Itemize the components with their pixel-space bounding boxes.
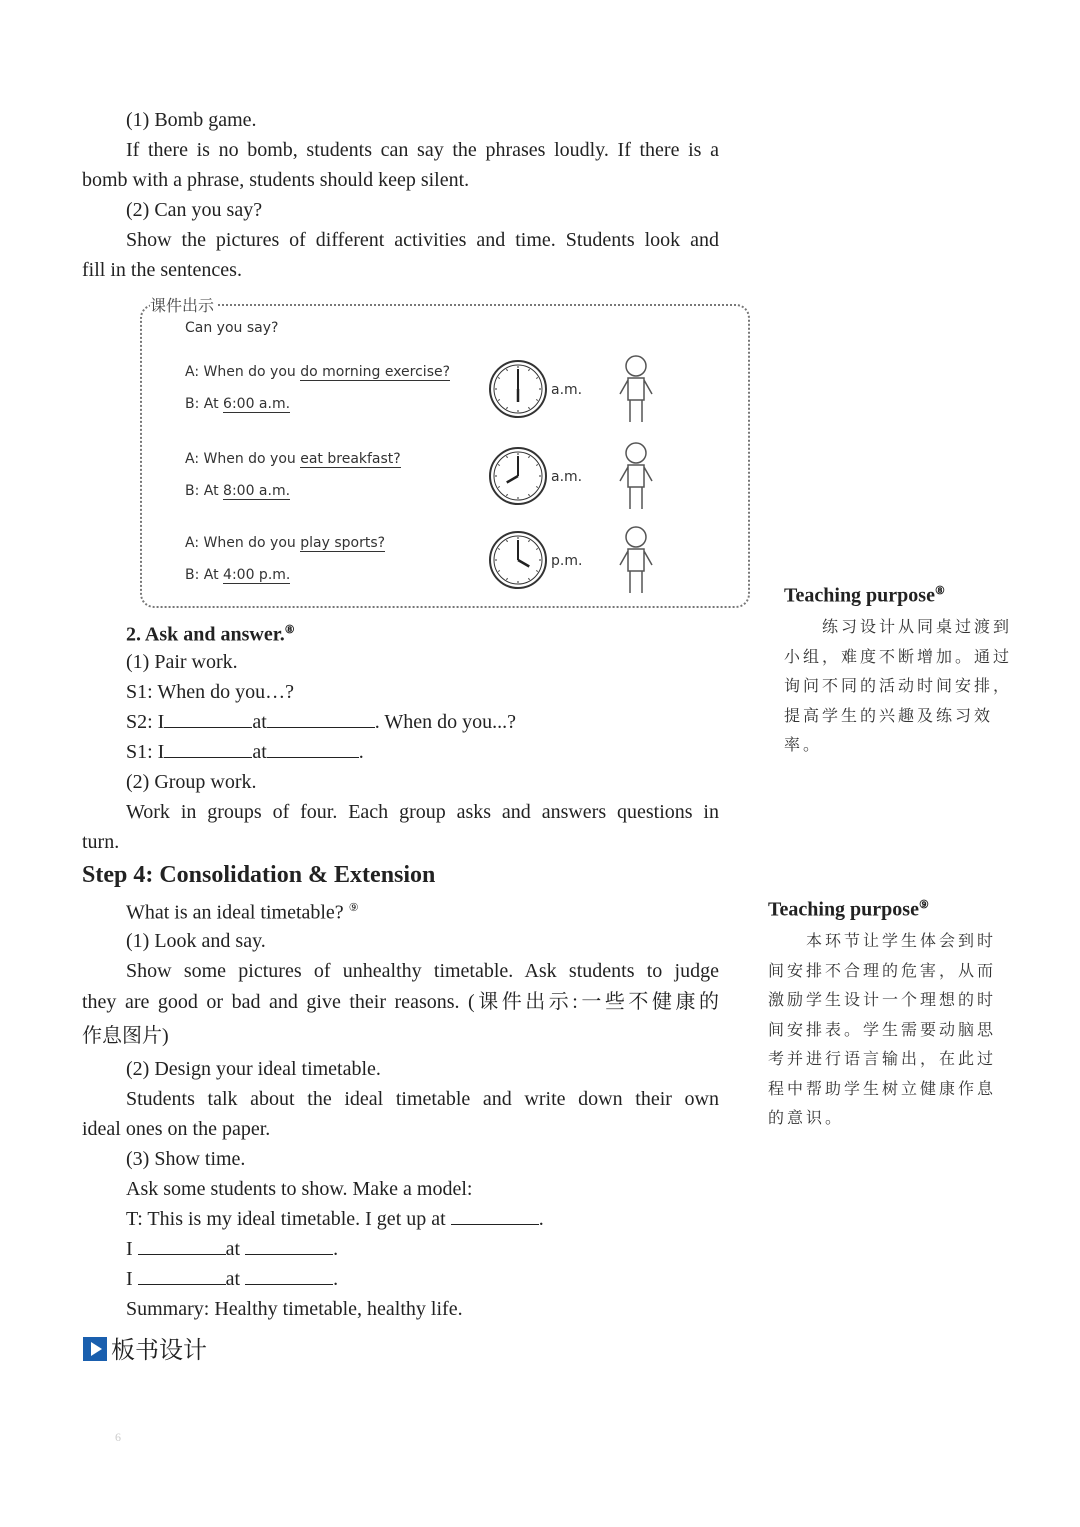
purpose-line: 率。 — [784, 735, 823, 754]
courseware-label: 课件出示 — [150, 293, 218, 316]
paragraph-line: Show the pictures of different activities and time. Students look and — [126, 229, 719, 251]
dialogue-line: S1: I at . — [126, 741, 364, 763]
step4-heading: Step 4: Consolidation & Extension — [82, 862, 436, 888]
purpose-line: 激励学生设计一个理想的时 — [768, 990, 997, 1009]
heading-text: 2. Ask and answer. — [126, 623, 285, 646]
paragraph-line: Students talk about the ideal timetable and write down their own — [126, 1088, 719, 1110]
paragraph-line: they are good or bad and give their reasons. (课件出示:一些不健康的 — [82, 991, 719, 1013]
courseware-title: Can you say? — [185, 320, 279, 336]
can-you-say-heading: (2) Can you say? — [126, 199, 263, 221]
purpose-line: 间安排不合理的危害，从而 — [768, 960, 997, 980]
dialogue-line: S2: I at . When do you...? — [126, 711, 517, 733]
answer-line: B: At 8:00 a.m. — [185, 483, 291, 499]
teaching-purpose-title: Teaching purpose⑨ — [768, 898, 929, 921]
question-line: A: When do you eat breakfast? — [185, 451, 401, 467]
purpose-line: 询问不同的活动时间安排， — [784, 676, 1013, 695]
ask-answer-heading — [126, 618, 295, 647]
period-label: a.m. — [551, 469, 583, 485]
clock-icon — [488, 530, 548, 590]
teaching-purpose-text — [768, 926, 1004, 1133]
paragraph-line: 作息图片) — [82, 1025, 169, 1047]
show-heading: (3) Show time. — [126, 1148, 246, 1170]
model-line: I at . — [126, 1268, 339, 1290]
paragraph-line: ideal ones on the paper. — [82, 1118, 271, 1140]
ideal-question: What is an ideal timetable? ⑨ — [126, 901, 359, 924]
page-number: 6 — [115, 1430, 121, 1444]
question-line: A: When do you play sports? — [185, 535, 386, 551]
dialogue-line: S1: When do you…? — [126, 681, 294, 703]
paragraph-line: turn. — [82, 831, 120, 853]
clock-icon — [488, 446, 548, 506]
paragraph-line: Ask some students to show. Make a model: — [126, 1178, 473, 1200]
answer-line: B: At 4:00 p.m. — [185, 567, 291, 583]
purpose-line: 小组，难度不断增加。通过 — [784, 646, 1013, 666]
look-say: (1) Look and say. — [126, 930, 266, 952]
boy-exercising-illustration — [606, 350, 696, 430]
pair-work: (1) Pair work. — [126, 651, 238, 673]
note-mark: ⑧ — [284, 624, 295, 636]
note-mark: ⑨ — [348, 902, 359, 914]
purpose-line: 间安排表。学生需要动脑思 — [768, 1019, 997, 1039]
purpose-line: 本环节让学生体会到时 — [806, 931, 997, 950]
paragraph-line: fill in the sentences. — [82, 259, 242, 281]
purpose-line: 提高学生的兴趣及练习效 — [784, 705, 994, 725]
teaching-purpose-title: Teaching purpose⑧ — [784, 584, 945, 607]
paragraph-line: Show some pictures of unhealthy timetable. Ask students to judge — [126, 960, 719, 982]
purpose-line: 程中帮助学生树立健康作息 — [768, 1078, 997, 1098]
purpose-line: 考并进行语言输出，在此过 — [768, 1049, 997, 1068]
paragraph-line: Work in groups of four. Each group asks and answers questions in — [126, 801, 719, 823]
model-line: I at . — [126, 1238, 339, 1260]
paragraph-line: If there is no bomb, students can say the phrases loudly. If there is a — [126, 139, 719, 161]
boy-eating-breakfast-illustration — [606, 437, 696, 517]
question-line: A: When do you do morning exercise? — [185, 364, 451, 380]
clock-icon — [488, 359, 548, 419]
design-heading: (2) Design your ideal timetable. — [126, 1058, 381, 1080]
bomb-game-heading: (1) Bomb game. — [126, 109, 257, 131]
group-work: (2) Group work. — [126, 771, 257, 793]
model-line: T: This is my ideal timetable. I get up at . — [126, 1208, 544, 1230]
answer-line: B: At 6:00 a.m. — [185, 396, 291, 412]
boy-playing-sports-illustration — [606, 521, 696, 601]
play-triangle-icon — [83, 1337, 107, 1361]
paragraph-line: bomb with a phrase, students should keep silent. — [82, 169, 470, 191]
summary: Summary: Healthy timetable, healthy life. — [126, 1298, 463, 1320]
teaching-purpose-text — [784, 612, 1020, 760]
period-label: a.m. — [551, 382, 583, 398]
purpose-line: 练习设计从同桌过渡到 — [822, 617, 1013, 636]
board-design-heading: 板书设计 — [83, 1330, 207, 1365]
purpose-line: 的意识。 — [768, 1108, 845, 1127]
period-label: p.m. — [551, 553, 583, 569]
